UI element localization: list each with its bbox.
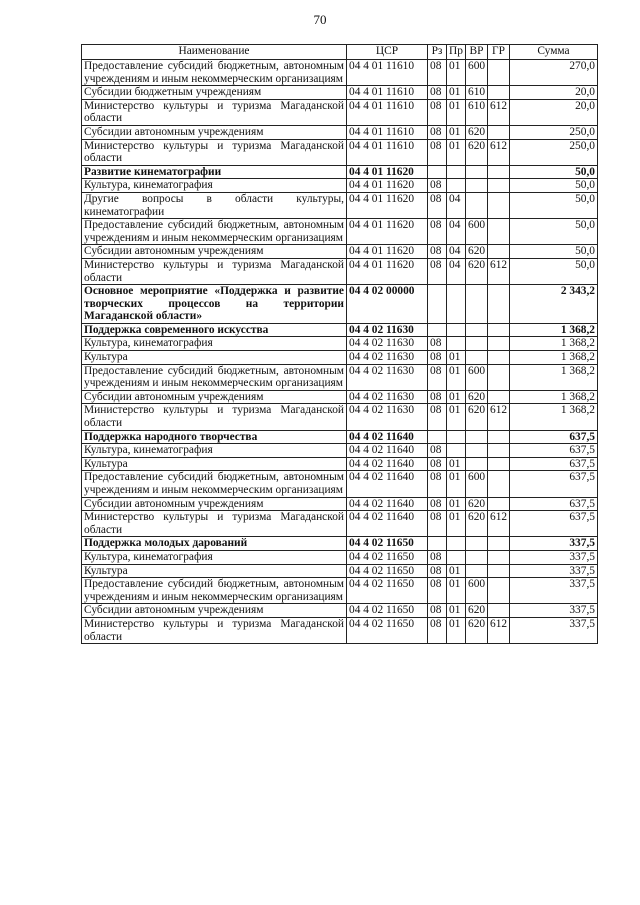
cell-csr: 04 4 02 11640 bbox=[347, 511, 428, 537]
cell-vr: 620 bbox=[466, 245, 488, 259]
header-name: Наименование bbox=[82, 45, 347, 60]
header-gr: ГР bbox=[488, 45, 510, 60]
cell-pr: 01 bbox=[447, 364, 466, 390]
cell-rz: 08 bbox=[428, 60, 447, 86]
cell-gr bbox=[488, 537, 510, 551]
cell-sum: 1 368,2 bbox=[510, 351, 598, 365]
cell-vr: 620 bbox=[466, 617, 488, 643]
cell-csr: 04 4 01 11620 bbox=[347, 165, 428, 179]
cell-rz: 08 bbox=[428, 219, 447, 245]
cell-gr bbox=[488, 192, 510, 218]
cell-csr: 04 4 01 11610 bbox=[347, 60, 428, 86]
cell-rz: 08 bbox=[428, 617, 447, 643]
cell-pr bbox=[447, 165, 466, 179]
cell-vr: 600 bbox=[466, 219, 488, 245]
cell-gr bbox=[488, 497, 510, 511]
cell-sum: 337,5 bbox=[510, 617, 598, 643]
cell-gr bbox=[488, 604, 510, 618]
cell-csr: 04 4 02 11630 bbox=[347, 404, 428, 430]
cell-sum: 637,5 bbox=[510, 457, 598, 471]
cell-pr: 01 bbox=[447, 511, 466, 537]
cell-name: Субсидии автономным учреждениям bbox=[82, 497, 347, 511]
cell-gr bbox=[488, 444, 510, 458]
cell-sum: 637,5 bbox=[510, 471, 598, 497]
header-sum: Сумма bbox=[510, 45, 598, 60]
cell-gr bbox=[488, 165, 510, 179]
cell-name: Министерство культуры и туризма Магаданской области bbox=[82, 511, 347, 537]
cell-csr: 04 4 02 11650 bbox=[347, 617, 428, 643]
cell-vr: 620 bbox=[466, 125, 488, 139]
cell-csr: 04 4 02 11650 bbox=[347, 537, 428, 551]
cell-gr: 612 bbox=[488, 511, 510, 537]
header-vr: ВР bbox=[466, 45, 488, 60]
cell-rz: 08 bbox=[428, 390, 447, 404]
cell-sum: 250,0 bbox=[510, 139, 598, 165]
cell-rz: 08 bbox=[428, 578, 447, 604]
cell-vr: 600 bbox=[466, 578, 488, 604]
cell-pr: 01 bbox=[447, 457, 466, 471]
cell-csr: 04 4 01 11620 bbox=[347, 179, 428, 193]
cell-vr: 620 bbox=[466, 604, 488, 618]
cell-name: Культура, кинематография bbox=[82, 337, 347, 351]
cell-csr: 04 4 01 11610 bbox=[347, 125, 428, 139]
cell-name: Субсидии бюджетным учреждениям bbox=[82, 86, 347, 100]
cell-name: Субсидии автономным учреждениям bbox=[82, 604, 347, 618]
cell-rz: 08 bbox=[428, 471, 447, 497]
cell-name: Культура, кинематография bbox=[82, 444, 347, 458]
cell-rz: 08 bbox=[428, 351, 447, 365]
table-row bbox=[82, 457, 598, 471]
cell-rz: 08 bbox=[428, 86, 447, 100]
cell-sum: 20,0 bbox=[510, 99, 598, 125]
cell-name: Культура, кинематография bbox=[82, 550, 347, 564]
cell-vr bbox=[466, 444, 488, 458]
cell-sum: 50,0 bbox=[510, 165, 598, 179]
cell-sum: 1 368,2 bbox=[510, 323, 598, 337]
cell-name: Субсидии автономным учреждениям bbox=[82, 125, 347, 139]
table-row bbox=[82, 99, 598, 125]
cell-name: Поддержка народного творчества bbox=[82, 430, 347, 444]
cell-pr bbox=[447, 179, 466, 193]
table-row bbox=[82, 497, 598, 511]
cell-gr bbox=[488, 351, 510, 365]
cell-pr: 01 bbox=[447, 497, 466, 511]
table-row bbox=[82, 550, 598, 564]
cell-name: Основное мероприятие «Поддержка и развитие творческих процессов на территории Магаданской области» bbox=[82, 285, 347, 324]
cell-gr: 612 bbox=[488, 617, 510, 643]
cell-name: Министерство культуры и туризма Магаданской области bbox=[82, 404, 347, 430]
cell-gr bbox=[488, 337, 510, 351]
cell-rz: 08 bbox=[428, 497, 447, 511]
cell-sum: 637,5 bbox=[510, 430, 598, 444]
cell-rz: 08 bbox=[428, 364, 447, 390]
cell-csr: 04 4 02 11640 bbox=[347, 430, 428, 444]
cell-csr: 04 4 02 11640 bbox=[347, 497, 428, 511]
cell-csr: 04 4 01 11620 bbox=[347, 245, 428, 259]
cell-vr: 620 bbox=[466, 390, 488, 404]
cell-gr bbox=[488, 550, 510, 564]
cell-csr: 04 4 02 11650 bbox=[347, 604, 428, 618]
cell-sum: 337,5 bbox=[510, 564, 598, 578]
cell-gr bbox=[488, 125, 510, 139]
cell-sum: 1 368,2 bbox=[510, 404, 598, 430]
cell-rz: 08 bbox=[428, 245, 447, 259]
cell-rz: 08 bbox=[428, 258, 447, 284]
cell-rz bbox=[428, 323, 447, 337]
cell-rz: 08 bbox=[428, 564, 447, 578]
cell-csr: 04 4 02 11640 bbox=[347, 457, 428, 471]
table-row bbox=[82, 219, 598, 245]
cell-rz: 08 bbox=[428, 179, 447, 193]
cell-name: Развитие кинематографии bbox=[82, 165, 347, 179]
cell-pr: 01 bbox=[447, 351, 466, 365]
cell-gr bbox=[488, 390, 510, 404]
cell-gr bbox=[488, 457, 510, 471]
table-header-row bbox=[82, 45, 598, 60]
table-row bbox=[82, 444, 598, 458]
cell-name: Предоставление субсидий бюджетным, автономным учреждениям и иным некоммерческим организациям bbox=[82, 578, 347, 604]
cell-gr: 612 bbox=[488, 258, 510, 284]
cell-vr bbox=[466, 179, 488, 193]
cell-name: Субсидии автономным учреждениям bbox=[82, 245, 347, 259]
cell-vr: 620 bbox=[466, 497, 488, 511]
cell-gr bbox=[488, 471, 510, 497]
table-row bbox=[82, 617, 598, 643]
table-row bbox=[82, 364, 598, 390]
table-row bbox=[82, 285, 598, 324]
cell-vr bbox=[466, 323, 488, 337]
cell-csr: 04 4 01 11620 bbox=[347, 219, 428, 245]
cell-sum: 50,0 bbox=[510, 245, 598, 259]
cell-sum: 637,5 bbox=[510, 444, 598, 458]
cell-rz: 08 bbox=[428, 192, 447, 218]
cell-name: Предоставление субсидий бюджетным, автономным учреждениям и иным некоммерческим организациям bbox=[82, 364, 347, 390]
cell-vr bbox=[466, 564, 488, 578]
cell-gr bbox=[488, 60, 510, 86]
cell-sum: 50,0 bbox=[510, 219, 598, 245]
cell-pr: 01 bbox=[447, 604, 466, 618]
table-row bbox=[82, 323, 598, 337]
cell-vr bbox=[466, 285, 488, 324]
cell-vr: 610 bbox=[466, 99, 488, 125]
cell-gr bbox=[488, 430, 510, 444]
cell-csr: 04 4 02 11630 bbox=[347, 323, 428, 337]
cell-name: Поддержка молодых дарований bbox=[82, 537, 347, 551]
table-body bbox=[82, 60, 598, 644]
cell-csr: 04 4 02 00000 bbox=[347, 285, 428, 324]
cell-csr: 04 4 02 11640 bbox=[347, 471, 428, 497]
cell-vr bbox=[466, 192, 488, 218]
cell-sum: 337,5 bbox=[510, 537, 598, 551]
cell-csr: 04 4 02 11650 bbox=[347, 564, 428, 578]
cell-csr: 04 4 02 11650 bbox=[347, 550, 428, 564]
cell-rz: 08 bbox=[428, 337, 447, 351]
cell-name: Другие вопросы в области культуры, кинематографии bbox=[82, 192, 347, 218]
cell-vr bbox=[466, 457, 488, 471]
cell-sum: 1 368,2 bbox=[510, 364, 598, 390]
cell-pr bbox=[447, 444, 466, 458]
cell-pr: 01 bbox=[447, 60, 466, 86]
cell-pr: 01 bbox=[447, 99, 466, 125]
cell-gr: 612 bbox=[488, 99, 510, 125]
cell-pr: 01 bbox=[447, 617, 466, 643]
cell-pr bbox=[447, 285, 466, 324]
table-row bbox=[82, 125, 598, 139]
cell-rz: 08 bbox=[428, 139, 447, 165]
cell-rz: 08 bbox=[428, 604, 447, 618]
cell-pr: 01 bbox=[447, 86, 466, 100]
cell-vr bbox=[466, 550, 488, 564]
cell-pr: 01 bbox=[447, 139, 466, 165]
table-row bbox=[82, 511, 598, 537]
cell-name: Министерство культуры и туризма Магаданской области bbox=[82, 139, 347, 165]
cell-gr bbox=[488, 219, 510, 245]
table-row bbox=[82, 471, 598, 497]
cell-rz: 08 bbox=[428, 99, 447, 125]
cell-name: Предоставление субсидий бюджетным, автономным учреждениям и иным некоммерческим организациям bbox=[82, 60, 347, 86]
cell-pr bbox=[447, 537, 466, 551]
cell-vr bbox=[466, 337, 488, 351]
cell-pr bbox=[447, 550, 466, 564]
cell-name: Предоставление субсидий бюджетным, автономным учреждениям и иным некоммерческим организациям bbox=[82, 219, 347, 245]
cell-vr: 620 bbox=[466, 511, 488, 537]
cell-sum: 1 368,2 bbox=[510, 337, 598, 351]
cell-pr: 04 bbox=[447, 245, 466, 259]
cell-pr: 01 bbox=[447, 125, 466, 139]
cell-rz bbox=[428, 430, 447, 444]
table-row bbox=[82, 337, 598, 351]
cell-sum: 50,0 bbox=[510, 179, 598, 193]
cell-gr bbox=[488, 285, 510, 324]
cell-sum: 637,5 bbox=[510, 511, 598, 537]
cell-vr: 620 bbox=[466, 258, 488, 284]
table-row bbox=[82, 430, 598, 444]
cell-vr: 610 bbox=[466, 86, 488, 100]
cell-vr: 600 bbox=[466, 60, 488, 86]
cell-csr: 04 4 02 11650 bbox=[347, 578, 428, 604]
cell-pr bbox=[447, 323, 466, 337]
cell-rz bbox=[428, 165, 447, 179]
cell-name: Поддержка современного искусства bbox=[82, 323, 347, 337]
cell-sum: 2 343,2 bbox=[510, 285, 598, 324]
header-rz: Рз bbox=[428, 45, 447, 60]
table-row bbox=[82, 86, 598, 100]
cell-csr: 04 4 02 11630 bbox=[347, 337, 428, 351]
table-row bbox=[82, 564, 598, 578]
cell-name: Предоставление субсидий бюджетным, автономным учреждениям и иным некоммерческим организациям bbox=[82, 471, 347, 497]
cell-sum: 337,5 bbox=[510, 550, 598, 564]
cell-pr: 04 bbox=[447, 219, 466, 245]
cell-name: Субсидии автономным учреждениям bbox=[82, 390, 347, 404]
cell-sum: 270,0 bbox=[510, 60, 598, 86]
table-row bbox=[82, 179, 598, 193]
page-number: 70 bbox=[313, 12, 327, 27]
cell-csr: 04 4 02 11630 bbox=[347, 390, 428, 404]
cell-pr bbox=[447, 337, 466, 351]
cell-vr bbox=[466, 165, 488, 179]
cell-pr: 01 bbox=[447, 390, 466, 404]
cell-gr bbox=[488, 564, 510, 578]
table-row bbox=[82, 404, 598, 430]
cell-csr: 04 4 02 11630 bbox=[347, 351, 428, 365]
cell-gr bbox=[488, 86, 510, 100]
cell-name: Культура bbox=[82, 564, 347, 578]
header-csr: ЦСР bbox=[347, 45, 428, 60]
cell-csr: 04 4 01 11610 bbox=[347, 86, 428, 100]
cell-rz bbox=[428, 285, 447, 324]
cell-sum: 250,0 bbox=[510, 125, 598, 139]
cell-sum: 50,0 bbox=[510, 192, 598, 218]
cell-gr bbox=[488, 364, 510, 390]
cell-pr: 01 bbox=[447, 404, 466, 430]
cell-sum: 20,0 bbox=[510, 86, 598, 100]
table-row bbox=[82, 351, 598, 365]
cell-csr: 04 4 02 11640 bbox=[347, 444, 428, 458]
cell-gr: 612 bbox=[488, 404, 510, 430]
cell-pr: 01 bbox=[447, 564, 466, 578]
cell-vr: 620 bbox=[466, 404, 488, 430]
table-row bbox=[82, 604, 598, 618]
cell-rz: 08 bbox=[428, 404, 447, 430]
table-row bbox=[82, 245, 598, 259]
cell-rz: 08 bbox=[428, 511, 447, 537]
cell-rz bbox=[428, 537, 447, 551]
cell-vr bbox=[466, 351, 488, 365]
cell-rz: 08 bbox=[428, 457, 447, 471]
header-pr: Пр bbox=[447, 45, 466, 60]
cell-gr bbox=[488, 578, 510, 604]
cell-pr: 01 bbox=[447, 471, 466, 497]
cell-rz: 08 bbox=[428, 444, 447, 458]
cell-vr bbox=[466, 537, 488, 551]
cell-csr: 04 4 01 11610 bbox=[347, 99, 428, 125]
cell-vr bbox=[466, 430, 488, 444]
cell-vr: 600 bbox=[466, 471, 488, 497]
table-row bbox=[82, 390, 598, 404]
table-row bbox=[82, 165, 598, 179]
cell-pr bbox=[447, 430, 466, 444]
cell-name: Культура bbox=[82, 457, 347, 471]
table-row bbox=[82, 192, 598, 218]
cell-gr: 612 bbox=[488, 139, 510, 165]
cell-csr: 04 4 01 11610 bbox=[347, 139, 428, 165]
table-row bbox=[82, 537, 598, 551]
cell-name: Культура, кинематография bbox=[82, 179, 347, 193]
cell-csr: 04 4 02 11630 bbox=[347, 364, 428, 390]
cell-name: Культура bbox=[82, 351, 347, 365]
cell-sum: 337,5 bbox=[510, 578, 598, 604]
cell-csr: 04 4 01 11620 bbox=[347, 258, 428, 284]
table-row bbox=[82, 258, 598, 284]
cell-sum: 50,0 bbox=[510, 258, 598, 284]
cell-vr: 620 bbox=[466, 139, 488, 165]
cell-vr: 600 bbox=[466, 364, 488, 390]
cell-sum: 637,5 bbox=[510, 497, 598, 511]
cell-rz: 08 bbox=[428, 550, 447, 564]
cell-gr bbox=[488, 179, 510, 193]
cell-name: Министерство культуры и туризма Магаданской области bbox=[82, 617, 347, 643]
cell-csr: 04 4 01 11620 bbox=[347, 192, 428, 218]
cell-name: Министерство культуры и туризма Магаданской области bbox=[82, 258, 347, 284]
cell-rz: 08 bbox=[428, 125, 447, 139]
cell-pr: 04 bbox=[447, 258, 466, 284]
cell-gr bbox=[488, 245, 510, 259]
table-row bbox=[82, 139, 598, 165]
cell-pr: 04 bbox=[447, 192, 466, 218]
cell-pr: 01 bbox=[447, 578, 466, 604]
table-row bbox=[82, 578, 598, 604]
table-row bbox=[82, 60, 598, 86]
cell-name: Министерство культуры и туризма Магаданской области bbox=[82, 99, 347, 125]
budget-table bbox=[81, 44, 598, 644]
cell-sum: 1 368,2 bbox=[510, 390, 598, 404]
cell-sum: 337,5 bbox=[510, 604, 598, 618]
cell-gr bbox=[488, 323, 510, 337]
